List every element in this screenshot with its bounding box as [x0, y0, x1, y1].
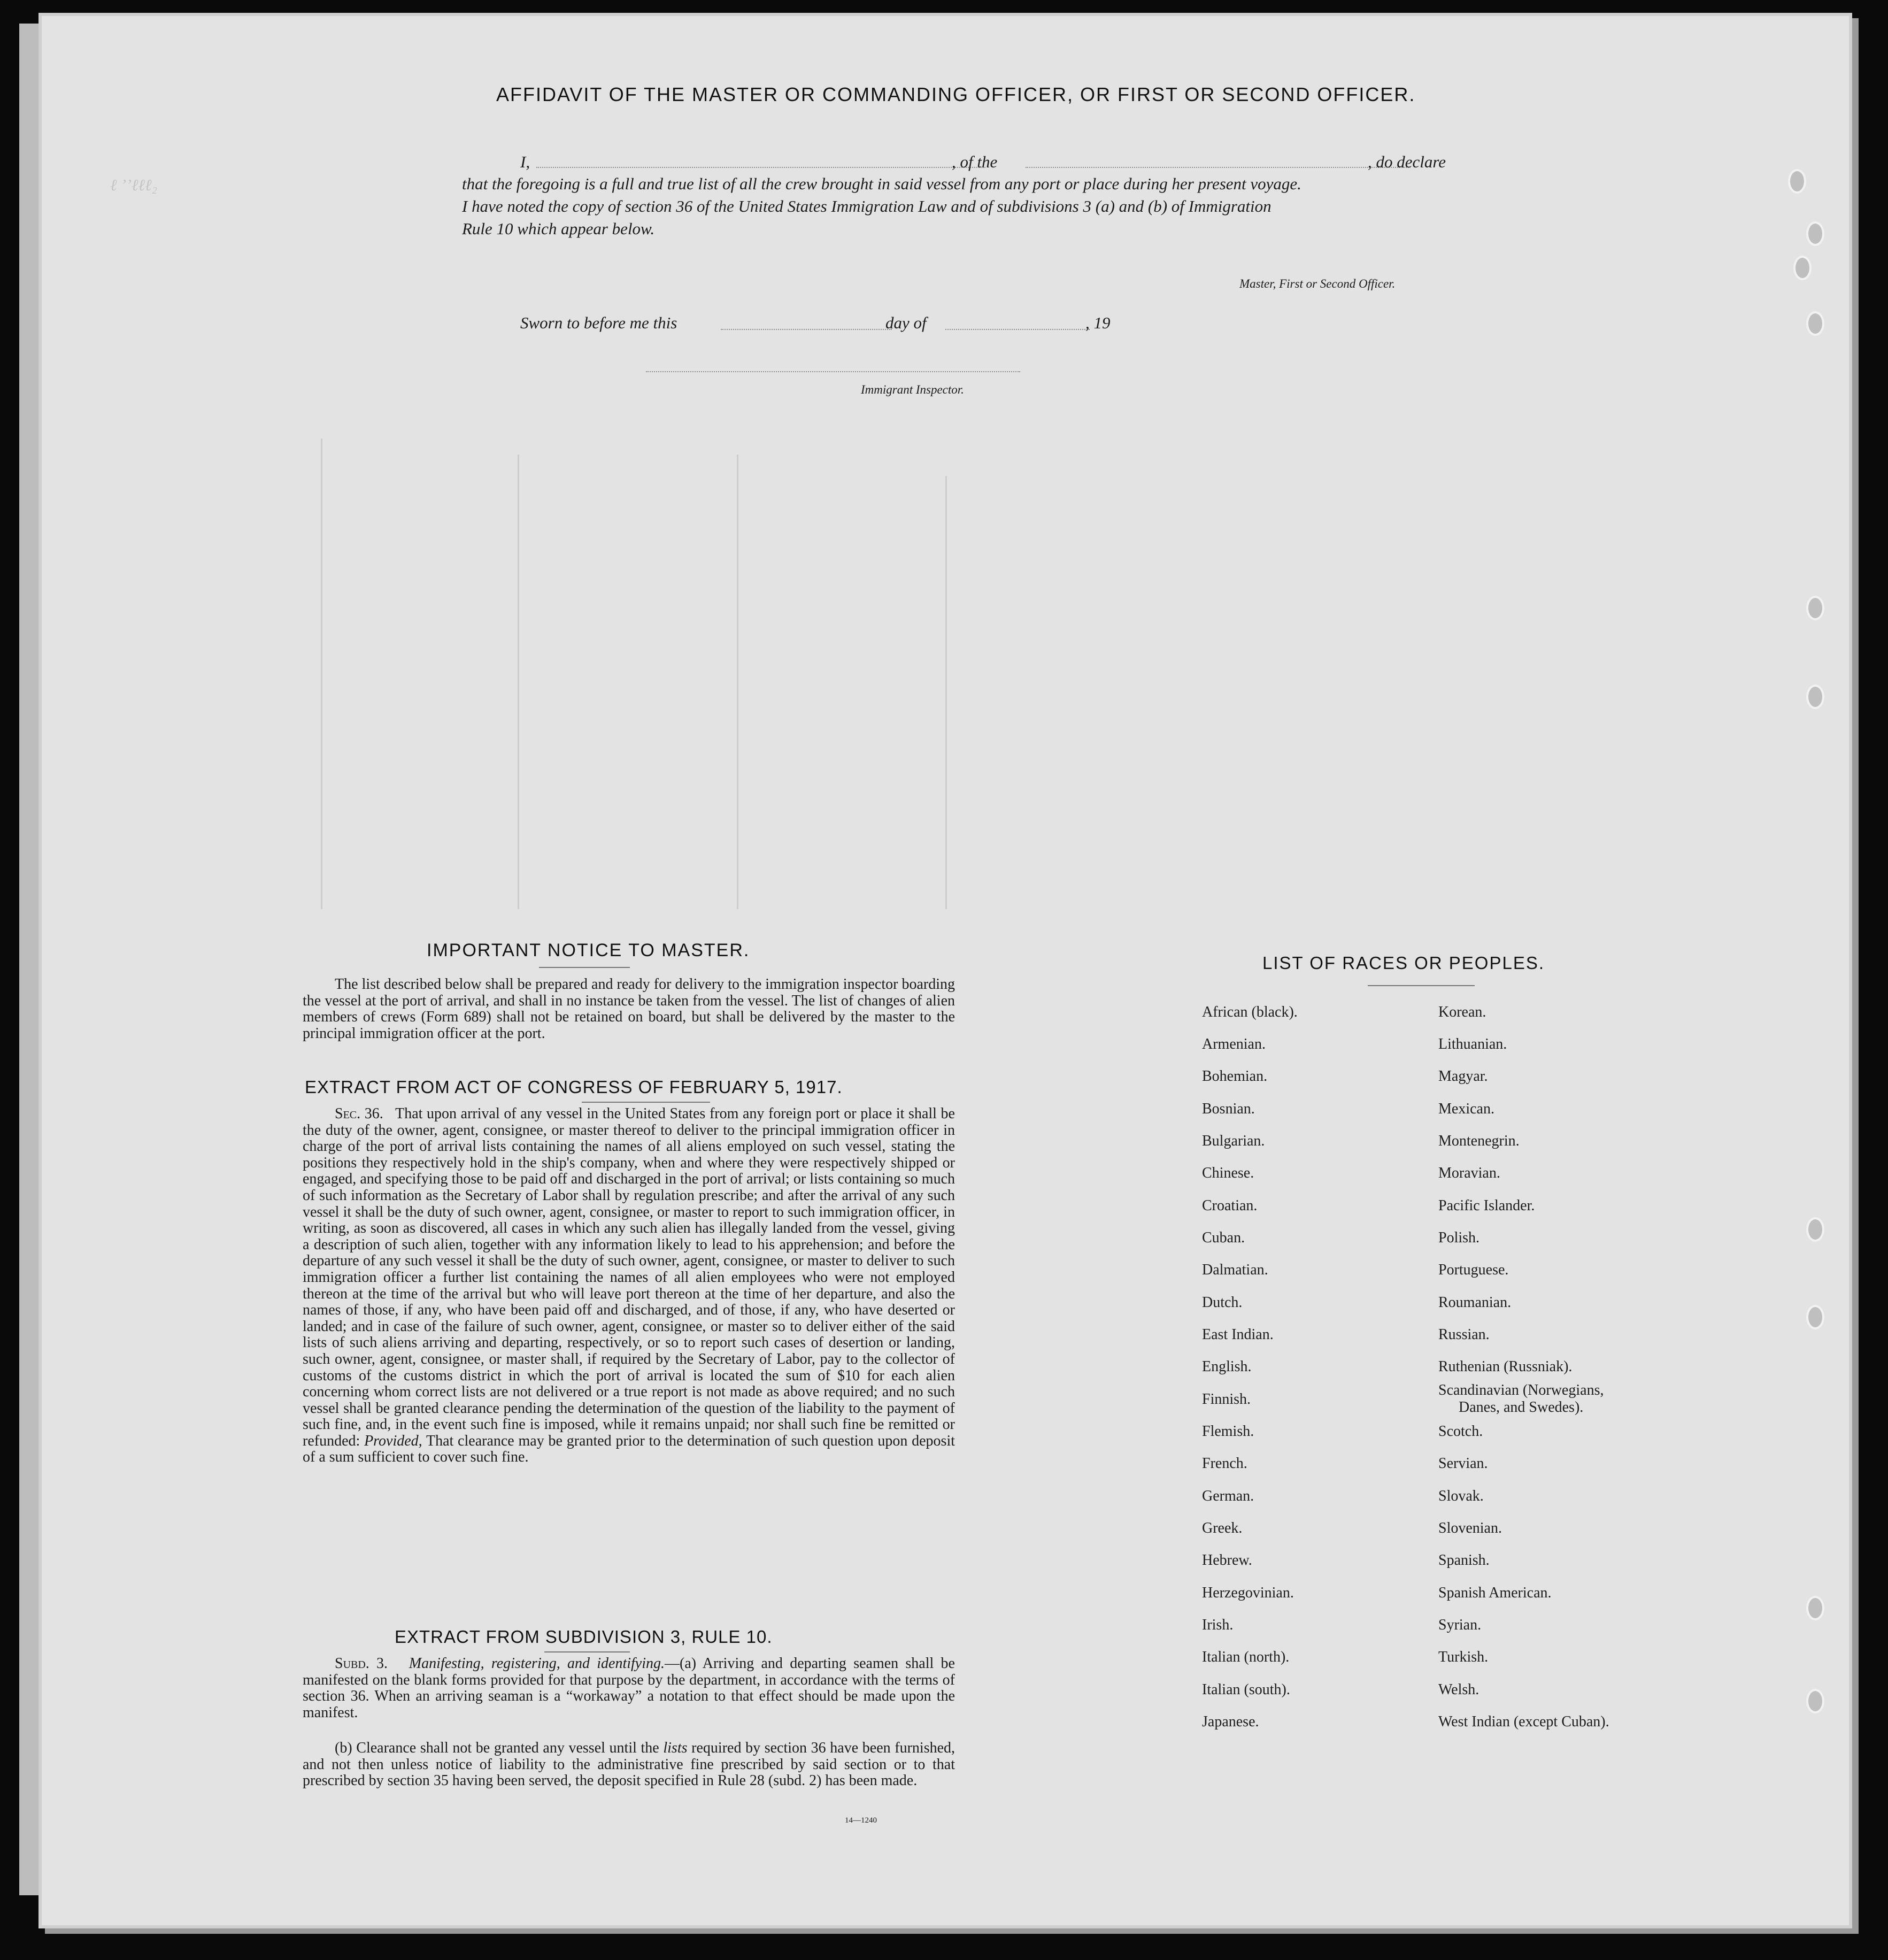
race-item: Welsh.: [1438, 1681, 1479, 1698]
race-item: Greek.: [1202, 1520, 1243, 1536]
punch-hole-icon: [1806, 596, 1824, 620]
race-item: Slovak.: [1438, 1488, 1484, 1504]
race-item: Croatian.: [1202, 1197, 1258, 1214]
race-item: Slovenian.: [1438, 1520, 1502, 1536]
column-guide: [737, 455, 738, 909]
race-item: Pacific Islander.: [1438, 1197, 1535, 1214]
race-item: Bohemian.: [1202, 1068, 1268, 1085]
race-item: Herzegovinian.: [1202, 1585, 1294, 1601]
race-item: Scotch.: [1438, 1423, 1483, 1440]
column-guide: [945, 476, 947, 909]
punch-hole-icon: [1806, 221, 1824, 246]
race-item: Russian.: [1438, 1326, 1490, 1343]
subd-para-a: —(a) Arriving and departing seamen shall be manifested on the blank forms provided for that purpose by the department, in accordance with the terms of section 36. When an arriving seaman is a “workaway” a notation to that effect should be made upon the manifest.: [303, 1655, 955, 1721]
column-guide: [321, 439, 322, 909]
affidavit-declare-label: , do declare: [1368, 152, 1446, 171]
vessel-blank-line[interactable]: [1026, 167, 1411, 168]
punch-hole-icon: [1806, 311, 1824, 336]
form-number: 14—1240: [845, 1816, 877, 1825]
subd-label: Subd. 3.: [335, 1655, 388, 1672]
race-item: West Indian (except Cuban).: [1438, 1713, 1609, 1730]
punch-hole-icon: [1806, 1305, 1824, 1329]
provided-label: Provided,: [364, 1432, 422, 1449]
punch-hole-icon: [1806, 1217, 1824, 1242]
race-item: Flemish.: [1202, 1423, 1254, 1440]
section-36-text: [303, 1106, 955, 1466]
race-item: African (black).: [1202, 1004, 1298, 1020]
race-item: Spanish American.: [1438, 1585, 1552, 1601]
sworn-month-blank[interactable]: [945, 329, 1090, 330]
rule-extract-title: EXTRACT FROM SUBDIVISION 3, RULE 10.: [395, 1627, 773, 1647]
sworn-label: Sworn to before me this: [520, 313, 677, 332]
race-item: Moravian.: [1438, 1165, 1500, 1181]
day-of-label: day of: [885, 313, 927, 332]
master-signature-label: Master, First or Second Officer.: [1239, 277, 1396, 290]
race-item: French.: [1202, 1455, 1247, 1472]
race-item: Syrian.: [1438, 1617, 1482, 1633]
race-item: Polish.: [1438, 1229, 1480, 1246]
section-label: Sec. 36.: [335, 1105, 383, 1122]
races-title-rule: [1368, 985, 1475, 986]
name-blank-line[interactable]: [536, 167, 985, 168]
punch-hole-icon: [1788, 169, 1806, 194]
race-item: Korean.: [1438, 1004, 1486, 1020]
notice-body: The list described below shall be prepared and ready for delivery to the immigration inspector boarding the vessel at the port of arrival, and shall in no instance be taken from the vessel. The list of changes of alien members of crews (Form 689) shall not be retained on board, but shall be delivered by the master to the principal immigration officer at the port.: [303, 976, 955, 1042]
race-item: Chinese.: [1202, 1165, 1254, 1181]
notice-title-rule: [539, 967, 630, 968]
race-item: Finnish.: [1202, 1391, 1251, 1408]
race-item: East Indian.: [1202, 1326, 1274, 1343]
race-item: Turkish.: [1438, 1649, 1489, 1665]
race-item: Scandinavian (Norwegians,: [1438, 1382, 1604, 1398]
race-item: Dutch.: [1202, 1294, 1243, 1311]
inspector-label: Immigrant Inspector.: [861, 383, 964, 396]
race-item: German.: [1202, 1488, 1254, 1504]
race-item: Ruthenian (Russniak).: [1438, 1358, 1573, 1375]
race-item-continued: Danes, and Swedes).: [1459, 1399, 1584, 1416]
punch-hole-icon: [1793, 256, 1812, 280]
race-item: Portuguese.: [1438, 1262, 1509, 1278]
affidavit-title: AFFIDAVIT OF THE MASTER OR COMMANDING OFFICER, OR FIRST OR SECOND OFFICER.: [496, 83, 1416, 105]
affidavit-line-4: Rule 10 which appear below.: [462, 219, 655, 238]
race-item: Magyar.: [1438, 1068, 1488, 1085]
subdivision-a-text: [303, 1656, 955, 1721]
race-item: Lithuanian.: [1438, 1036, 1507, 1052]
notice-title: IMPORTANT NOTICE TO MASTER.: [427, 940, 750, 960]
affidavit-of-the-label: , of the: [952, 152, 998, 171]
subd-para-b-prefix: (b) Clearance shall not be granted any vessel until the: [335, 1740, 659, 1756]
race-item: Spanish.: [1438, 1552, 1490, 1569]
race-item: Hebrew.: [1202, 1552, 1252, 1569]
subd-para-b-lists: lists: [663, 1740, 688, 1756]
punch-hole-icon: [1806, 685, 1824, 709]
rule-title-rule: [544, 1651, 630, 1652]
affidavit-i-label: I,: [520, 152, 530, 171]
race-item: Montenegrin.: [1438, 1133, 1520, 1149]
punch-hole-icon: [1806, 1689, 1824, 1713]
race-item: Italian (south).: [1202, 1681, 1290, 1698]
race-item: Armenian.: [1202, 1036, 1266, 1052]
act-title-rule: [582, 1102, 710, 1103]
race-item: Cuban.: [1202, 1229, 1245, 1246]
race-item: Bosnian.: [1202, 1101, 1255, 1117]
race-item: Irish.: [1202, 1617, 1234, 1633]
column-guide: [518, 455, 519, 909]
year-label: , 19: [1085, 313, 1111, 332]
subd-heading: Manifesting, registering, and identifying.: [409, 1655, 665, 1672]
sworn-day-blank[interactable]: [721, 329, 892, 330]
races-title: LIST OF RACES OR PEOPLES.: [1262, 953, 1545, 973]
punch-hole-icon: [1806, 1596, 1824, 1620]
section-36-body-end: That clearance may be granted prior to the determination of such question upon deposit of a sum sufficient to cover such fine.: [303, 1432, 955, 1466]
race-item: Roumanian.: [1438, 1294, 1512, 1311]
bleed-through-mark: ℓ ʼʼℓℓℓ₂: [110, 176, 157, 194]
inspector-signature-line[interactable]: [646, 371, 1020, 372]
race-item: Italian (north).: [1202, 1649, 1290, 1665]
race-item: Servian.: [1438, 1455, 1488, 1472]
form-sheet: [42, 16, 1849, 1925]
act-extract-title: EXTRACT FROM ACT OF CONGRESS OF FEBRUARY 5, 1917.: [305, 1077, 843, 1097]
race-item: Mexican.: [1438, 1101, 1494, 1117]
race-item: Bulgarian.: [1202, 1133, 1265, 1149]
affidavit-line-3: I have noted the copy of section 36 of the United States Immigration Law and of subdivisions 3 (a) and (b) of Immigration: [462, 197, 1271, 216]
race-item: Japanese.: [1202, 1713, 1259, 1730]
race-item: English.: [1202, 1358, 1252, 1375]
race-item: Dalmatian.: [1202, 1262, 1268, 1278]
page-stack-edge: [19, 24, 41, 1895]
affidavit-line-2: that the foregoing is a full and true list of all the crew brought in said vessel from any port or place during her present voyage.: [462, 174, 1301, 193]
section-36-body: That upon arrival of any vessel in the United States from any foreign port or place it shall be the duty of the owner, agent, consignee, or master thereof to deliver to the principal immigration officer in charge of the port of arrival lists containing the names of all aliens employed on such vessel, stating the positions they respectively hold in the ship's company, when and where they were respectively shipped or engaged, and specifying those to be paid off and discharged in the port of arrival; or lists containing so much of such information as the Secretary of Labor shall by regulation prescribe; and after the arrival of any such vessel it shall be the duty of such owner, agent, consignee, or master to report to such immigration officer, in writing, as soon as discovered, all cases in which any such alien has illegally landed from the vessel, giving a description of such alien, together with any information likely to lead to his apprehension; and before the departure of any such vessel it shall be the duty of such owner, agent, consignee, or master to deliver to such immigration officer a further list containing the names of all alien employees who were not employed thereon at the time of the arrival but who will leave port thereon at the time of her departure, and also the names of those, if any, who have been paid off and discharged, and of those, if any, who have deserted or landed; and in case of the failure of such owner, agent, consignee, or master so to deliver either of the said lists of such aliens arriving and departing, respectively, or so to report such cases of desertion or landing, such owner, agent, consignee, or master shall, if required by the Secretary of Labor, pay to the collector of customs of the customs district in which the port of arrival is located the sum of $10 for each alien concerning whom correct lists are not delivered or a true report is not made as above required; and no such vessel shall be granted clearance pending the determination of the question of the liability to the payment of such fine, and, in the event such fine is imposed, while it remains unpaid; nor shall such fine be remitted or refunded:: [303, 1105, 955, 1449]
subd-para-b-rest: required by section 36 have been furnished, and not then unless notice of liability to the administrative fine prescribed by said section or to that prescribed by section 35 having been served, the deposit specified in Rule 28 (subd. 2) has been made.: [303, 1740, 955, 1789]
subdivision-b-text: [303, 1740, 955, 1789]
